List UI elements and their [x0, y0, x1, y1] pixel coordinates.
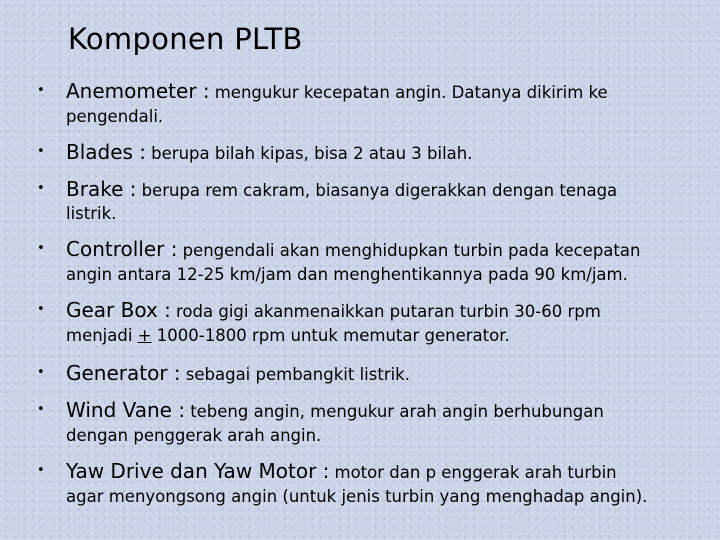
item-continuation [66, 326, 510, 346]
plus-minus-sign: + [137, 326, 152, 345]
item-description: berupa rem cakram, biasanya digerakkan dengan tenaga [141, 181, 618, 200]
item-term: Yaw Drive dan Yaw Motor : [66, 459, 330, 483]
item-continuation: listrik. [66, 204, 117, 223]
item-description: motor dan p enggerak arah turbin [334, 463, 617, 482]
item-continuation: agar menyongsong angin (untuk jenis turbin yang menghadap angin). [66, 487, 648, 506]
bullet-icon: • [37, 241, 45, 256]
bullet-icon: • [37, 365, 45, 380]
item-description: pengendali akan menghidupkan turbin pada kecepatan [182, 241, 641, 260]
continuation-part: 1000-1800 rpm untuk memutar generator. [151, 326, 510, 345]
item-description: berupa bilah kipas, bisa 2 atau 3 bilah. [151, 144, 473, 163]
item-description: roda gigi akanmenaikkan putaran turbin 30-60 rpm [176, 302, 601, 321]
item-description: sebagai pembangkit listrik. [185, 365, 410, 384]
item-term: Gear Box : [66, 298, 171, 322]
bullet-icon: • [37, 463, 45, 478]
item-term: Brake : [66, 177, 137, 201]
item-term: Wind Vane : [66, 398, 186, 422]
bullet-icon: • [37, 402, 45, 417]
slide-title: Komponen PLTB [68, 22, 303, 56]
bullet-icon: • [37, 83, 45, 98]
item-term: Blades : [66, 140, 147, 164]
item-term: Anemometer : [66, 79, 210, 103]
bullet-icon: • [37, 144, 45, 159]
item-continuation: angin antara 12-25 km/jam dan menghentikannya pada 90 km/jam. [66, 265, 628, 284]
item-continuation: dengan penggerak arah angin. [66, 426, 322, 445]
item-term: Generator : [66, 361, 181, 385]
item-continuation: pengendali. [66, 107, 164, 126]
bullet-icon: • [37, 302, 45, 317]
continuation-part: menjadi [66, 326, 138, 345]
bullet-icon: • [37, 181, 45, 196]
item-description: tebeng angin, mengukur arah angin berhubungan [190, 402, 604, 421]
item-term: Controller : [66, 237, 178, 261]
item-description: mengukur kecepatan angin. Datanya dikirim ke [214, 83, 608, 102]
